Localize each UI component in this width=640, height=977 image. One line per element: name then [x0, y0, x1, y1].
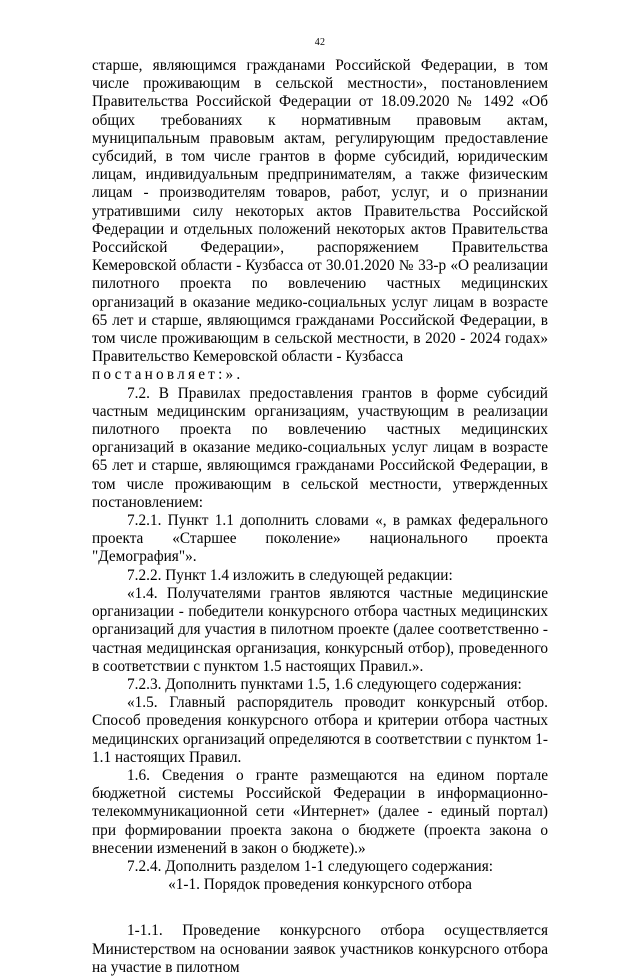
paragraph-1-6: 1.6. Сведения о гранте размещаются на едином портале бюджетной системы Российской Федерации в информационно-телекоммуникационной сети «Интернет» (далее - единый портал) при формировании проекта закона о бюджете (проекта закона о внесении изменений в закон о бюджете).» [92, 766, 548, 857]
document-body [92, 57, 548, 977]
paragraph-1-4: «1.4. Получателями грантов являются частные медицинские организации - победители конкурсного отбора частных медицинских организаций для участия в пилотном проекте (далее соответственно - частная медицинская организация, конкурсный отбор), проведенного в соответствии с пунктом 1.5 настоящих Правил.». [92, 584, 548, 675]
paragraph-preamble: старше, являющимся гражданами Российской Федерации, в том числе проживающим в сельской местности», постановлением Правительства Российской Федерации от 18.09.2020 № 1492 «Об общих требованиях к нормативным правовым актам, муниципальным правовым актам, регулирующим предоставление субсидий, в том числе грантов в форме субсидий, юридическим лицам, индивидуальным предпринимателям, а также физическим лицам - производителям товаров, работ, услуг, и о признании утратившими силу некоторых актов Правительства Российской Федерации и отдельных положений некоторых актов Правительства Российской Федерации», распоряжением Правительства Кемеровской области - Кузбасса от 30.01.2020 № 33-р «О реализации пилотного проекта по вовлечению частных медицинских организаций в оказание медико-социальных услуг лицам в возрасте 65 лет и старше, являющимся гражданами Российской Федерации, в том числе проживающим в сельской местности, в 2020 - 2024 годах» Правительство Кемеровской области - Кузбасса [92, 57, 548, 366]
page-number: 42 [314, 37, 326, 48]
paragraph-7-2: 7.2. В Правилах предоставления грантов в форме субсидий частным медицинским организациям, участвующим в реализации пилотного проекта по вовлечению частных медицинских организаций в оказание медико-социальных услуг лицам в возрасте 65 лет и старше, являющимся гражданами Российской Федерации, в том числе проживающим в сельской местности, утвержденных постановлением: [92, 384, 548, 511]
section-spacer [92, 894, 548, 922]
paragraph-resolves: постановляет:». [92, 366, 244, 384]
section-heading: «1-1. Порядок проведения конкурсного отбора [168, 876, 472, 894]
paragraph-7-2-2: 7.2.2. Пункт 1.4 изложить в следующей редакции: [127, 566, 453, 584]
paragraph-1-5: «1.5. Главный распорядитель проводит конкурсный отбор. Способ проведения конкурсного отбора и критерии отбора частных медицинских организаций определяются в соответствии с пунктом 1-1.1 настоящих Правил. [92, 694, 548, 766]
paragraph-7-2-1: 7.2.1. Пункт 1.1 дополнить словами «, в рамках федерального проекта «Старшее поколение» национального проекта "Демография"». [92, 512, 548, 566]
paragraph-7-2-3: 7.2.3. Дополнить пунктами 1.5, 1.6 следующего содержания: [127, 675, 522, 693]
paragraph-7-2-4: 7.2.4. Дополнить разделом 1-1 следующего содержания: [127, 857, 493, 875]
paragraph-1-1-1: 1-1.1. Проведение конкурсного отбора осуществляется Министерством на основании заявок участников конкурсного отбора на участие в пилотном [92, 922, 548, 976]
